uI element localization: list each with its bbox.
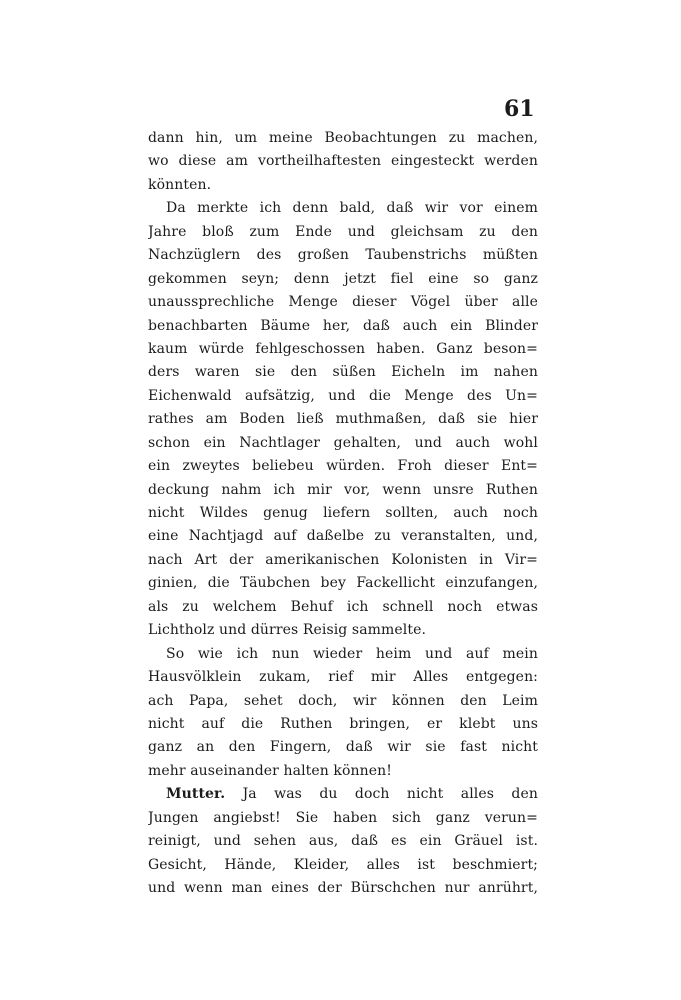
- text-line: mehr auseinander halten können!: [148, 762, 392, 779]
- text-line: ein zweytes beliebeu würden. Froh dieser Ent=: [148, 458, 538, 475]
- text-line: könnten.: [148, 176, 212, 193]
- text-line: ders waren sie den süßen Eicheln im nahen: [148, 364, 538, 381]
- text-line: eine Nachtjagd auf daßelbe zu veranstalten, und,: [148, 528, 538, 545]
- text-line: ganz an den Fingern, daß wir sie fast nicht: [148, 739, 538, 756]
- text-line: nicht Wildes genug liefern sollten, auch noch: [148, 505, 538, 521]
- text-line: deckung nahm ich mir vor, wenn unsre Ruthen: [148, 481, 538, 498]
- text-line: Lichtholz und dürres Reisig sammelte.: [148, 622, 427, 639]
- dialogue-text: Ja was du doch nicht alles den: [242, 786, 538, 803]
- text-line: gekommen seyn; denn jetzt fiel eine so ganz: [148, 270, 538, 287]
- text-line: reinigt, und sehen aus, daß es ein Gräuel ist.: [148, 833, 538, 850]
- text-line: So wie ich nun wieder heim und auf mein: [166, 645, 538, 662]
- text-line: Eichenwald aufsätzig, und die Menge des Un=: [148, 387, 538, 404]
- text-line: kaum würde fehlgeschossen haben. Ganz beson=: [148, 340, 538, 357]
- text-line: ach Papa, sehet doch, wir können den Leim: [148, 692, 538, 709]
- text-line: und wenn man eines der Bürschchen nur anrührt,: [148, 880, 538, 896]
- text-line: Da merkte ich denn bald, daß wir vor einem: [166, 200, 538, 217]
- text-line: nach Art der amerikanischen Kolonisten in Vir=: [148, 551, 538, 568]
- text-line: als zu welchem Behuf ich schnell noch etwas: [148, 598, 538, 615]
- page-number: 61: [504, 96, 535, 122]
- text-line: wo diese am vortheilhaftesten eingesteckt werden: [148, 153, 538, 170]
- text-line: schon ein Nachtlager gehalten, und auch wohl: [148, 434, 538, 451]
- text-line: benachbarten Bäume her, daß auch ein Blinder: [148, 317, 538, 334]
- speaker-name: Mutter.: [166, 786, 226, 803]
- text-line: Gesicht, Hände, Kleider, alles ist beschmiert;: [148, 856, 538, 873]
- text-line: Jahre bloß zum Ende und gleichsam zu den: [148, 223, 538, 240]
- text-line: ginien, die Täubchen bey Fackellicht einzufangen,: [148, 575, 538, 592]
- dialogue-line: [148, 783, 538, 806]
- text-line: Hausvölklein zukam, rief mir Alles entgegen:: [148, 669, 538, 686]
- text-line: unaussprechliche Menge dieser Vögel über alle: [148, 294, 538, 311]
- body-text: [148, 127, 538, 900]
- text-line: Jungen angiebst! Sie haben sich ganz verun=: [148, 809, 538, 826]
- text-line: nicht auf die Ruthen bringen, er klebt uns: [148, 715, 538, 732]
- text-line: rathes am Boden ließ muthmaßen, daß sie hier: [148, 411, 538, 428]
- text-line: Nachzüglern des großen Taubenstrichs müßten: [148, 247, 538, 264]
- text-line: dann hin, um meine Beobachtungen zu machen,: [148, 130, 538, 146]
